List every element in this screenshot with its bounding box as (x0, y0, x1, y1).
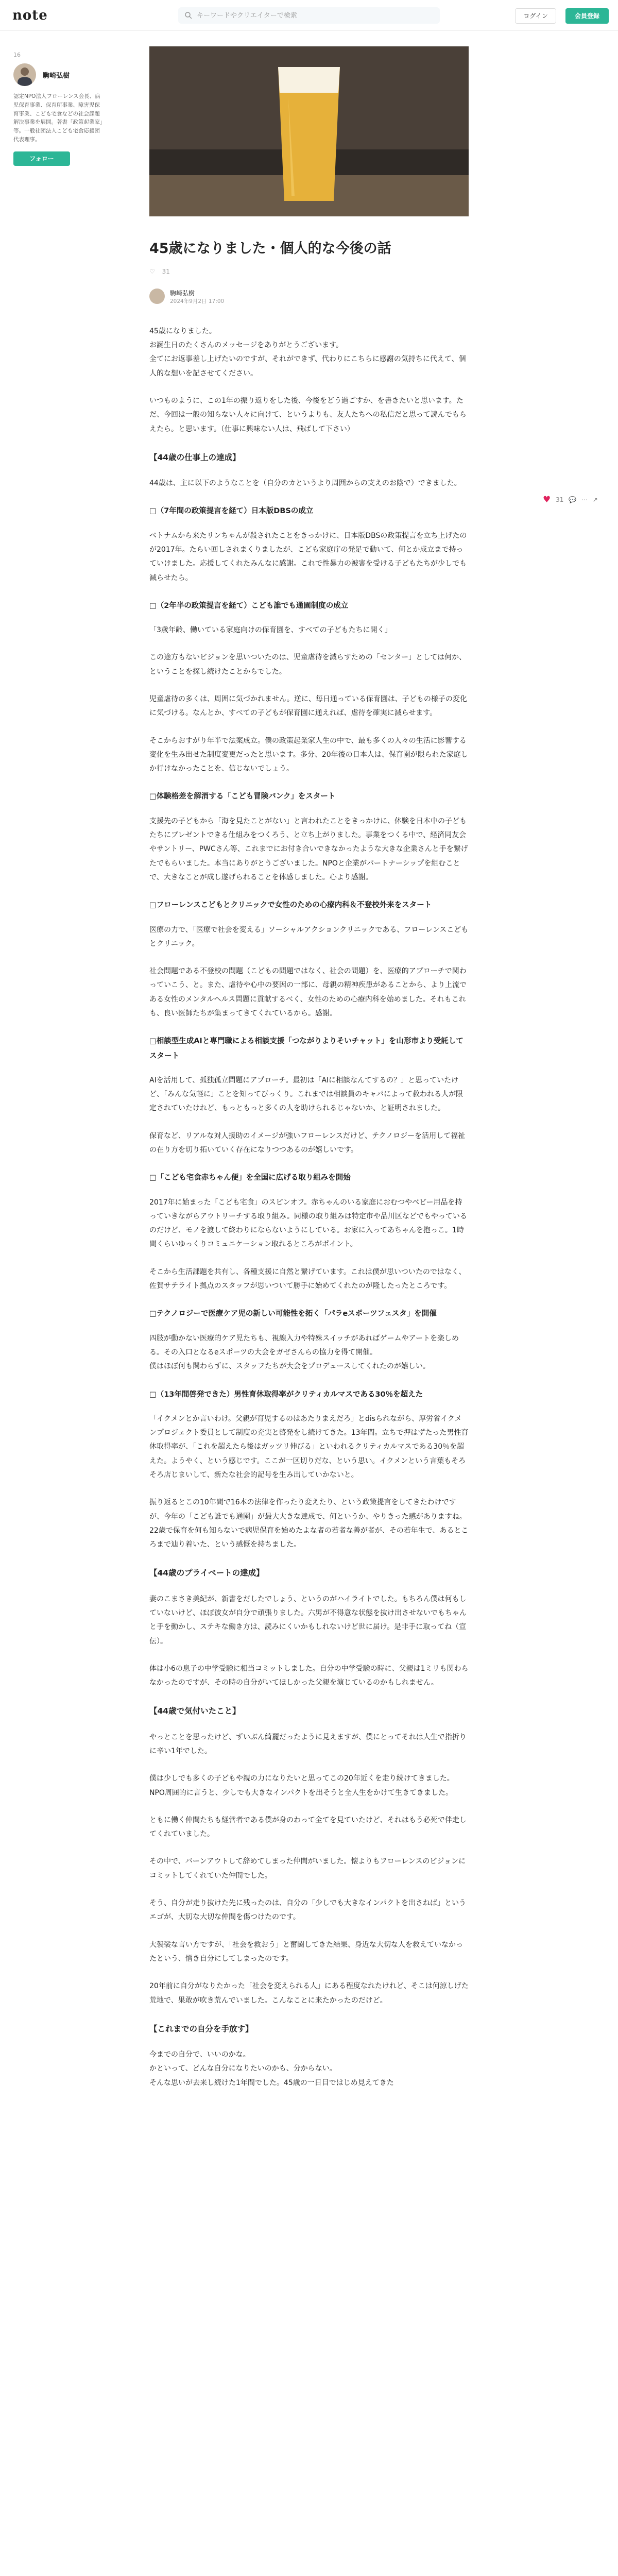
paragraph: 「イクメンとか言いわけ。父親が育児するのはあたりまえだろ」とdisられながら、厚労省イクメンプロジェクト委員として制度の充実と啓発をし続けてきた。13年間。立ちで押はずたった男性育休取得率が、「これを超えたら後はガッツリ伸びる」といわれるクリティカルマスである30％を超えた。ようやく、という感じです。ここが一区切りだな、という思い。イクメンという言葉もそろそろ店じまいして、新たな社会的記号を生み出していかないと。 (149, 1414, 469, 1479)
subheading: □（2年半の政策提言を経て）こども誰でも通園制度の成立 (149, 601, 349, 610)
subheading: □相談型生成AIと専門職による相談支援「つながりよりそいチャット」を山形市より受託してスタート (149, 1037, 464, 1060)
register-button[interactable]: 会員登録 (565, 8, 609, 24)
byline-author[interactable]: 駒崎弘樹 (170, 289, 195, 297)
paragraph: 今までの自分で、いいのかな。 かといって、どんな自分になりたいのかも、分からない。 そんな思いが去来し続けた1年間でした。45歳の一日目ではじめ見えてきた (149, 2050, 394, 2087)
paragraph: そう、自分が走り抜けた先に残ったのは、自分の「少しでも大きなインパクトを出さねば」というエゴが、大切な大切な仲間を傷つけたのです。 (149, 1899, 467, 1922)
paragraph: 大袈裟な言い方ですが、「社会を救おう」と奮闘してきた結果、身近な大切な人を救えていなかったという、憎き自分にしてしまったのです。 (149, 1940, 463, 1963)
article-body (149, 325, 469, 2090)
paragraph: そこからおすがり年半で法案成立。僕の政策起業家人生の中で、最も多くの人々の生活に影響する変化を生み出せた制度変更だったと思います。多分、20年後の日本人は、保育園が限られた家庭しか行けなかったことを、信じないでしょう。 (149, 736, 468, 773)
article (149, 46, 469, 2104)
floating-actions (543, 495, 605, 507)
search-box[interactable] (178, 7, 440, 24)
subheading: □テクノロジーで医療ケア児の新しい可能性を拓く「パラeスポーツフェスタ」を開催 (149, 1310, 437, 1318)
paragraph: 児童虐待の多くは、周囲に気づかれません。逆に、毎日通っている保育園は、子どもの様子の変化に気づける。なんとか、すべての子どもが保育園に通えれば、虐待を確実に減らせます。 (149, 695, 467, 718)
paragraph: 社会問題である不登校の問題（こどもの問題ではなく、社会の問題）を、医療的アプローチで関わっていこう、と。また、虐待や心中の要因の一部に、母親の精神疾患があることから、より上流である女性のメンタルヘルス問題に貢献するべく、女性のための心療内科を始めました。それもこれも、良い医師たちが集まってきてくれているから。感謝。 (149, 967, 467, 1018)
subheading: □（7年間の政策提言を経て）日本版DBSの成立 (149, 507, 314, 516)
subheading: □（13年間啓発できた）男性育休取得率がクリティカルマスである30％を超えた (149, 1390, 423, 1399)
author-sidebar (13, 52, 104, 166)
paragraph: 20年前に自分がなりたかった「社会を変えられる人」にある程度なれたけれど、そこは何涼しげた荒地で、果敢が吹き荒んでいました。こんなことに来たかったのだけど。 (149, 1982, 469, 2005)
paragraph: 振り返るとこの10年間で16本の法律を作ったり変えたり、という政策提言をしてきたわけですが、今年の「こども誰でも通園」が最大大きな達成で、何というか、やりきった感がありますね。22歳で保育を何も知らないで病児保育を始めたよな者の若者な善が者が、その若年生で、あるところまで辿り着いた、という感慨を持ちました。 (149, 1498, 469, 1549)
paragraph: そこから生活課題を共有し、各種支援に自然と繋げています。これは僕が思いついたのではなく、佐賀サテライト拠点のスタッフが思いついて勝手に始めてくれたのが隆したったところです。 (149, 1267, 466, 1291)
quote: 「3歳年齢、働いている家庭向けの保育園を、すべての子どもたちに開く」 (149, 626, 392, 635)
global-header (0, 0, 618, 31)
subheading: □「こども宅食赤ちゃん便」を全国に広げる取り組みを開始 (149, 1174, 351, 1182)
paragraph: 45歳になりました。 お誕生日のたくさんのメッセージをありがとうございます。 全てにお返事差し上げたいのですが、それができず、代わりにこちらに感謝の気持ちに代えて、個人的な想いを記させてください。 (149, 327, 466, 378)
share-icon[interactable]: ↗ (592, 496, 598, 503)
paragraph: ともに働く仲間たちも経営者である僕が身のわって全てを見ていたけど、それはもう必死で伴走してくれていました。 (149, 1816, 467, 1839)
like-icon[interactable]: ♡ (149, 268, 155, 276)
byline-avatar[interactable] (149, 289, 165, 304)
search-input[interactable] (197, 7, 434, 24)
subheading-link[interactable]: □フローレンスこどもとクリニックで女性のための心療内科＆不登校外来をスタート (149, 901, 432, 910)
section-heading: 【44歳の仕事上の達成】 (149, 452, 241, 462)
follow-button[interactable] (13, 151, 70, 166)
comment-icon[interactable]: 💬 (569, 496, 577, 503)
like-count: 31 (162, 268, 170, 276)
paragraph: 妻のこまさき美紀が、新書をだしたでしょう、というのがハイライトでした。もちろん僕は何もしていないけど、ほぼ彼女が自分で頑張りました。六男が不得意な状態を抜け出させないでもちゃんと手を動かし、ステキな働き方は、読みにくいかもしれないけど世に届け。是非手に取ってね（宣伝）。 (149, 1595, 467, 1646)
section-heading: 【これまでの自分を手放す】 (149, 2024, 253, 2033)
note-logo[interactable]: note (12, 8, 48, 23)
paragraph: この途方もないビジョンを思いついたのは、児童虐待を減らすための「センター」としては何か、ということを探し続けたことからでした。 (149, 653, 467, 676)
search-icon (184, 11, 193, 20)
paragraph: AIを活用して、孤独孤立問題にアプローチ。最初は「AIに相談なんてするの？」と思っていたけど、「みんな気軽に」ことを知ってびっくり。これまでは相談員のキャパによって救われる人が限定されていたけれど、もっともっと多くの人を助けられるじゃないか、と証明されました。 (149, 1076, 463, 1113)
paragraph: 体は小6の息子の中学受験に相当コミットしました。自分の中学受験の時に、父親は1ミリも関わらなかったのですが、その時の自分がいてほしかった父親を演じているのかもしれません。 (149, 1664, 469, 1687)
more-icon[interactable]: ⋯ (581, 496, 588, 503)
paragraph: 保育など、リアルな対人援助のイメージが強いフローレンスだけど、テクノロジーを活用して福祉の在り方を切り拓いていく存在になりつつあるのが嬉しいです。 (149, 1131, 466, 1154)
paragraph: 僕は少しでも多くの子どもや親の力になりたいと思ってこの20年近くを走り続けてきました。NPO周囲的に言うと、少しでも大きなインパクトを出そうと全人生をかけて生きてきました。 (149, 1774, 454, 1797)
paragraph: 医療の力で、「医療で社会を変える」ソーシャルアクションクリニックである、フローレンスこどもとクリニック。 (149, 925, 469, 948)
author-avatar[interactable] (13, 63, 36, 86)
byline (149, 287, 469, 306)
follow-label: フォロー (29, 155, 54, 163)
author-bio: 認定NPO法人フローレンス会長、病児保育事業、保育所事業、障害児保育事業、こども宅食などの社会課題解決事業を展開。著書「政策起業家」等。一般社団法人こども宅食応援団代表理事。 (13, 93, 103, 143)
beer-glass-image (149, 46, 469, 216)
paragraph: いつものように、この1年の振り返りをした後、今後をどう過ごすか、を書きたいと思います。ただ、今回は一般の知らない人々に向けて、というよりも、友人たちへの私信だと思って読んでもらえたら。と思います。（仕事に興味ない人は、飛ばして下さい） (149, 396, 467, 433)
article-actions (149, 268, 469, 278)
author-name[interactable]: 駒崎弘樹 (43, 72, 70, 80)
paragraph: 44歳は、主に以下のようなことを（自分のカというより周囲からの支えのお陰で）できました。 (149, 479, 461, 488)
paragraph: 支援先の子どもから「海を見たことがない」と言われたことをきっかけに、体験を日本中の子どもたちにプレゼントできる仕組みをつくろう、と立ち上がりました。事業をつくる中で、経済同友会やサントリー、PWCさん等、これまでにお付き合いできなかったような大きな企業さんと手を繋げたでもらいました。本当にありがとうございました。NPOと企業がパートナーシップを組むことで、大きなことが成し遂げられることを体感しました。心より感謝。 (149, 817, 468, 882)
paragraph: やっとことを思ったけど、ずいぶん綺麗だったように見えますが、僕にとってそれは人生で指折りに辛い1年でした。 (149, 1733, 467, 1755)
paragraph: 四肢が動かない医療的ケア児たちも、視線入力や特殊スイッチがあればゲームやアートを楽しめる。その入口となるeスポーツの大会をガゼさんらの協力を得て開催。 僕はほぼ何も関わらずに、スタッフたちが大会をプロデュースしてくれたのが嬉しい。 (149, 1334, 459, 1371)
paragraph: 2017年に始まった「こども宅食」のスピンオフ。赤ちゃんのいる家庭におむつやベビー用品を持っていきながらアウトリーチする取り組み。同様の取り組みは特定市や品川区などでもやっているのだけど、モノを渡して終わりにならないようにしている。お家に入ってあちゃんを抱っこ。1時間くらいゆっくりコミュニケーション取れるところがポイント。 (149, 1198, 467, 1249)
byline-date: 2024年9月2日 17:00 (170, 298, 225, 304)
paragraph: その中で、バーンアウトして辞めてしまった仲間がいました。懐よりもフローレンスのビジョンにコミットしてくれていた仲間でした。 (149, 1857, 466, 1880)
section-heading: 【44歳のプライベートの達成】 (149, 1568, 264, 1578)
like-heart-icon[interactable]: ♥ (543, 495, 551, 505)
section-heading: 【44歳で気付いたこと】 (149, 1706, 241, 1716)
subheading: □体験格差を解消する「こども冒険バンク」をスタート (149, 792, 336, 801)
floating-like-count: 31 (556, 496, 564, 503)
paragraph: ベトナムから来たリンちゃんが殺されたことをきっかけに、日本版DBSの政策提言を立ち上げたのが2017年。たらい回しされまくりましたが、こども家庭庁の発足で動いて、何とか成立まで持っていけました。応援してくれたみんなに感謝。これで性暴力の被害を受ける子どもたちが少しでも減らせたら。 (149, 531, 467, 582)
hero-image (149, 46, 469, 216)
article-title: 45歳になりました・個人的な今後の話 (149, 241, 391, 257)
login-button[interactable]: ログイン (515, 8, 556, 24)
author-count: 16 (13, 52, 21, 58)
